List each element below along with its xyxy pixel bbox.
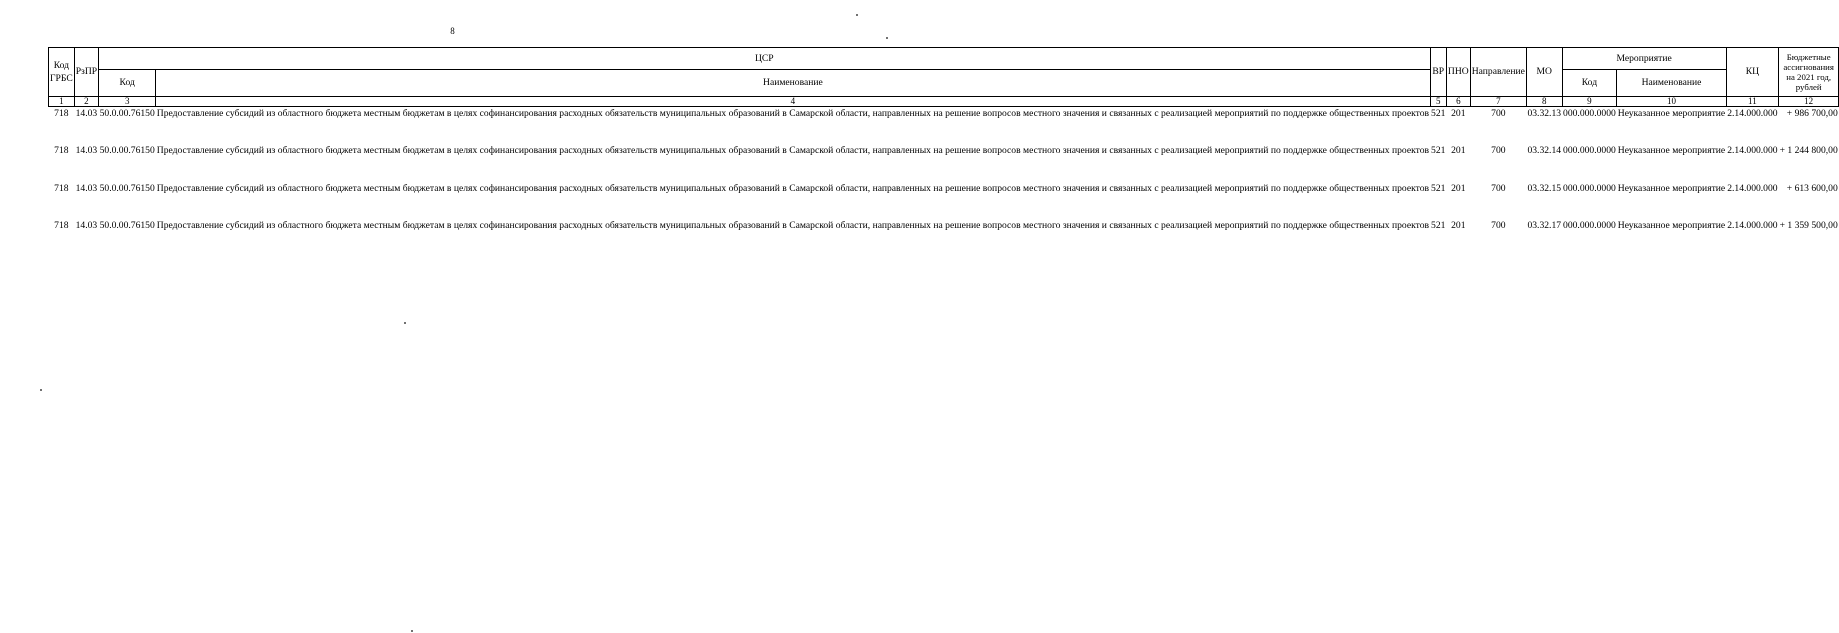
cell-napravlenie: 700 — [1491, 108, 1506, 119]
header-budget: Бюджетные ассигнования на 2021 год, рублей — [1779, 48, 1839, 97]
header-kc: КЦ — [1726, 48, 1778, 97]
cell-vr: 521 — [1431, 108, 1446, 119]
cell-kc: 2.14.000.000 — [1727, 145, 1778, 157]
column-number: 1 — [49, 97, 75, 107]
column-number: 10 — [1617, 97, 1726, 107]
column-number: 5 — [1430, 97, 1446, 107]
header-mer-name: Наименование — [1617, 70, 1726, 97]
budget-table — [48, 47, 1839, 256]
cell-vr: 521 — [1431, 219, 1446, 231]
cell-mer-kod: 000.000.0000 — [1563, 219, 1616, 231]
header-kod-grbs: Код ГРБС — [49, 48, 75, 97]
header-mer-kod: Код — [1562, 70, 1617, 97]
cell-csr: 50.0.00.76150 — [99, 182, 155, 194]
cell-name: Предоставление субсидий из областного бюджета местным бюджетам в целях софинансирования расходных обязательств муниципальных образований в Самарской области, направленных на решение вопросов местного значения и связанных с реализацией мероприятий по поддержке общественных проектов — [156, 145, 1430, 157]
column-number: 3 — [99, 97, 156, 107]
cell-kc: 2.14.000.000 — [1727, 108, 1778, 119]
cell-napravlenie: 700 — [1491, 219, 1506, 231]
cell-napravlenie: 700 — [1491, 182, 1506, 194]
cell-pno: 201 — [1451, 145, 1466, 157]
header-pno: ПНО — [1446, 48, 1470, 97]
cell-grbs: 718 — [54, 182, 69, 194]
scan-speck — [886, 37, 888, 39]
cell-mer-name: Неуказанное мероприятие — [1617, 182, 1726, 194]
cell-napravlenie: 700 — [1491, 145, 1506, 157]
column-number: 4 — [156, 97, 1430, 107]
cell-rzpr: 14.03 — [75, 145, 98, 157]
page-number: 8 — [450, 26, 455, 36]
cell-kc: 2.14.000.000 — [1727, 219, 1778, 231]
cell-name: Предоставление субсидий из областного бюджета местным бюджетам в целях софинансирования расходных обязательств муниципальных образований в Самарской области, направленных на решение вопросов местного значения и связанных с реализацией мероприятий по поддержке общественных проектов — [156, 108, 1430, 119]
cell-mer-kod: 000.000.0000 — [1563, 182, 1616, 194]
cell-mer-name: Неуказанное мероприятие — [1617, 108, 1726, 119]
cell-rzpr: 14.03 — [75, 108, 98, 119]
cell-name: Предоставление субсидий из областного бюджета местным бюджетам в целях софинансирования расходных обязательств муниципальных образований в Самарской области, направленных на решение вопросов местного значения и связанных с реализацией мероприятий по поддержке общественных проектов — [156, 182, 1430, 194]
column-number: 12 — [1779, 97, 1839, 107]
table-row — [49, 107, 1839, 145]
cell-rzpr: 14.03 — [75, 219, 98, 231]
header-napravlenie: Направление — [1470, 48, 1526, 97]
cell-name: Предоставление субсидий из областного бюджета местным бюджетам в целях софинансирования расходных обязательств муниципальных образований в Самарской области, направленных на решение вопросов местного значения и связанных с реализацией мероприятий по поддержке общественных проектов — [156, 219, 1430, 231]
cell-mer-name: Неуказанное мероприятие — [1617, 219, 1726, 231]
column-number: 6 — [1446, 97, 1470, 107]
header-meropriyatie: Мероприятие — [1562, 48, 1726, 70]
header-csr: ЦСР — [99, 48, 1430, 70]
scan-speck — [40, 389, 42, 391]
cell-csr: 50.0.00.76150 — [99, 145, 155, 157]
cell-grbs: 718 — [54, 219, 69, 231]
scan-speck — [404, 322, 406, 324]
column-number: 11 — [1726, 97, 1778, 107]
column-number: 8 — [1526, 97, 1562, 107]
cell-csr: 50.0.00.76150 — [99, 219, 155, 231]
cell-mo: 03.32.14 — [1527, 145, 1562, 157]
header-mo: МО — [1526, 48, 1562, 97]
scan-speck — [411, 630, 413, 632]
cell-grbs: 718 — [54, 145, 69, 157]
column-number: 7 — [1470, 97, 1526, 107]
table-row — [49, 144, 1839, 181]
header-csr-kod: Код — [99, 70, 156, 97]
cell-pno: 201 — [1451, 182, 1466, 194]
cell-amount: + 1 359 500,00 — [1779, 219, 1838, 231]
scan-speck — [856, 14, 858, 16]
cell-mer-kod: 000.000.0000 — [1563, 145, 1616, 157]
column-number: 9 — [1562, 97, 1617, 107]
table-row — [49, 182, 1839, 219]
header-csr-name: Наименование — [156, 70, 1430, 97]
cell-mer-kod: 000.000.0000 — [1563, 108, 1616, 119]
cell-pno: 201 — [1451, 219, 1466, 231]
cell-mer-name: Неуказанное мероприятие — [1617, 145, 1726, 157]
cell-vr: 521 — [1431, 182, 1446, 194]
cell-amount: + 613 600,00 — [1786, 182, 1838, 194]
cell-mo: 03.32.15 — [1527, 182, 1562, 194]
cell-mo: 03.32.17 — [1527, 219, 1562, 231]
header-vr: ВР — [1430, 48, 1446, 97]
cell-kc: 2.14.000.000 — [1727, 182, 1778, 194]
cell-mo: 03.32.13 — [1527, 108, 1562, 119]
cell-amount: + 1 244 800,00 — [1779, 145, 1838, 157]
cell-grbs: 718 — [54, 108, 69, 119]
cell-vr: 521 — [1431, 145, 1446, 157]
column-number: 2 — [74, 97, 98, 107]
cell-rzpr: 14.03 — [75, 182, 98, 194]
header-rzpr: РзПР — [74, 48, 98, 97]
cell-amount: + 986 700,00 — [1786, 108, 1838, 119]
cell-csr: 50.0.00.76150 — [99, 108, 155, 119]
cell-pno: 201 — [1451, 108, 1466, 119]
table-row — [49, 219, 1839, 256]
